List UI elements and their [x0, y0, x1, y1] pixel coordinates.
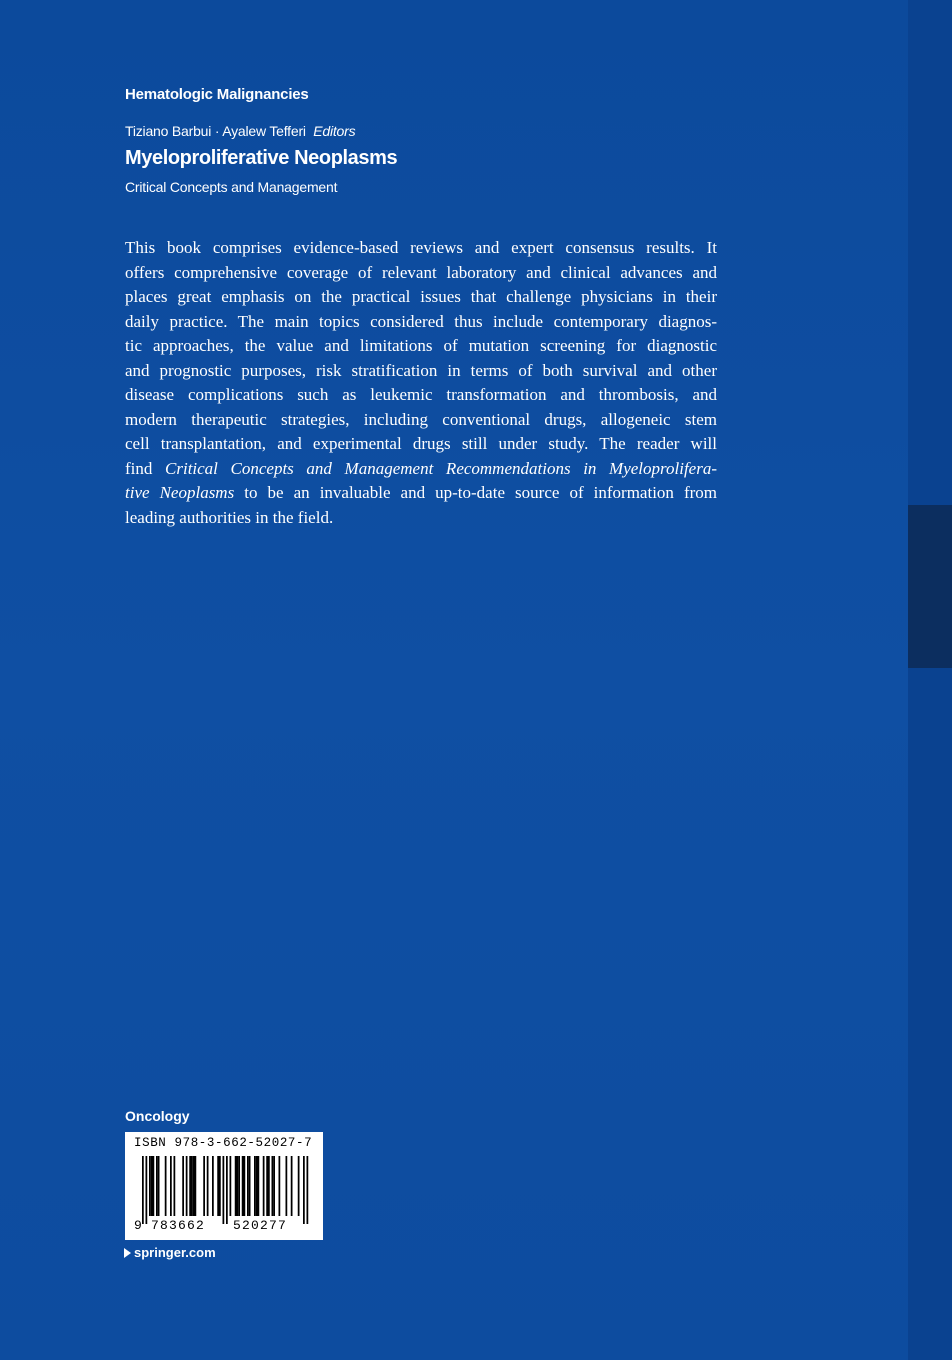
- barcode-bar: [186, 1156, 188, 1216]
- blurb-line: daily practice. The main topics considered thus include contemporary diagnos-: [125, 311, 717, 331]
- barcode-bar: [242, 1156, 244, 1216]
- series-title: Hematologic Malignancies: [125, 86, 309, 103]
- barcode-bar: [182, 1156, 184, 1216]
- barcode-digits-left: 783662: [151, 1218, 206, 1233]
- book-title: Myeloproliferative Neoplasms: [125, 147, 398, 169]
- barcode-guard-bar: [146, 1156, 148, 1224]
- barcode-bar: [217, 1156, 219, 1216]
- barcode-guard-bar: [307, 1156, 309, 1224]
- barcode-bar: [247, 1156, 249, 1216]
- publisher-url: springer.com: [134, 1245, 216, 1260]
- barcode-guard-bar: [303, 1156, 305, 1224]
- barcode-bar: [156, 1156, 158, 1216]
- barcode-bar: [165, 1156, 167, 1216]
- book-subtitle: Critical Concepts and Management: [125, 179, 338, 195]
- blurb-line: tic approaches, the value and limitations of mutation screening for diagnostic: [125, 336, 717, 355]
- barcode-bar: [191, 1156, 193, 1216]
- barcode-guard-bar: [226, 1156, 228, 1224]
- barcode-bar: [158, 1156, 160, 1216]
- blurb-book-title-italic: Critical Concepts and Management Recommendations in Myeloprolifera-: [165, 458, 717, 478]
- blurb-text: find: [125, 458, 166, 478]
- spine-edge: [908, 0, 952, 1360]
- blurb-line: disease complications such as leukemic transformation and thrombosis, and: [125, 385, 717, 404]
- barcode-bar: [291, 1156, 293, 1216]
- barcode-bar: [272, 1156, 274, 1216]
- barcode-bar: [258, 1156, 260, 1216]
- barcode-digits-right: 520277: [233, 1218, 288, 1233]
- blurb-text: to be an invaluable and up-to-date source of information from: [234, 483, 718, 502]
- barcode-guard-bar: [223, 1156, 225, 1224]
- barcode-bar: [151, 1156, 153, 1216]
- barcode-bar: [273, 1156, 275, 1216]
- blurb-line: modern therapeutic strategies, including conventional drugs, allogeneic stem: [125, 409, 717, 429]
- blurb-line: places great emphasis on the practical issues that challenge physicians in their: [125, 287, 717, 306]
- triangle-right-icon: [124, 1248, 131, 1258]
- category-label: Oncology: [125, 1108, 190, 1124]
- barcode-bar: [219, 1156, 221, 1216]
- barcode-bar: [207, 1156, 209, 1216]
- barcode-bar: [254, 1156, 256, 1216]
- barcode-bar: [298, 1156, 300, 1216]
- blurb-line: [125, 457, 717, 482]
- blurb-line: cell transplantation, and experimental drugs still under study. The reader will: [125, 434, 717, 453]
- barcode-bar: [249, 1156, 251, 1216]
- barcode-bar: [256, 1156, 258, 1216]
- barcode-bar: [149, 1156, 151, 1216]
- barcode-bar: [263, 1156, 265, 1216]
- blurb-line: and prognostic purposes, risk stratification in terms of both survival and other: [125, 360, 717, 380]
- barcode-bar: [170, 1156, 172, 1216]
- editor-names: Tiziano Barbui · Ayalew Tefferi: [125, 123, 306, 139]
- isbn-label: ISBN 978-3-662-52027-7: [134, 1136, 313, 1150]
- barcode-bar: [174, 1156, 176, 1216]
- barcode-bar: [279, 1156, 281, 1216]
- barcode-bar: [230, 1156, 232, 1216]
- barcode-bar: [266, 1156, 268, 1216]
- blurb-line: leading authorities in the field.: [125, 507, 334, 527]
- editors-role: Editors: [313, 123, 356, 139]
- blurb-line: [125, 481, 717, 506]
- blurb-line: This book comprises evidence-based reviews and expert consensus results. It: [125, 238, 717, 257]
- barcode-bar: [286, 1156, 288, 1216]
- barcode-bar: [195, 1156, 197, 1216]
- barcode-bar: [189, 1156, 191, 1216]
- description-blurb: [125, 236, 717, 530]
- barcode-bar: [268, 1156, 270, 1216]
- barcode-guard-bar: [142, 1156, 144, 1224]
- barcode-digit-lead: 9: [134, 1218, 144, 1233]
- barcode-bar: [235, 1156, 237, 1216]
- blurb-book-title-italic: tive Neoplasms: [125, 483, 235, 502]
- spine-tab: [908, 505, 952, 668]
- barcode-bar: [153, 1156, 155, 1216]
- barcode-bar: [212, 1156, 214, 1216]
- barcode-bar: [244, 1156, 246, 1216]
- barcode-bar: [237, 1156, 239, 1216]
- editors-line: [125, 123, 355, 139]
- barcode-bar: [203, 1156, 205, 1216]
- isbn-barcode: [125, 1132, 323, 1240]
- barcode-bar: [193, 1156, 195, 1216]
- blurb-line: offers comprehensive coverage of relevant laboratory and clinical advances and: [125, 262, 717, 282]
- barcode-bar: [238, 1156, 240, 1216]
- publisher-link[interactable]: [124, 1245, 216, 1260]
